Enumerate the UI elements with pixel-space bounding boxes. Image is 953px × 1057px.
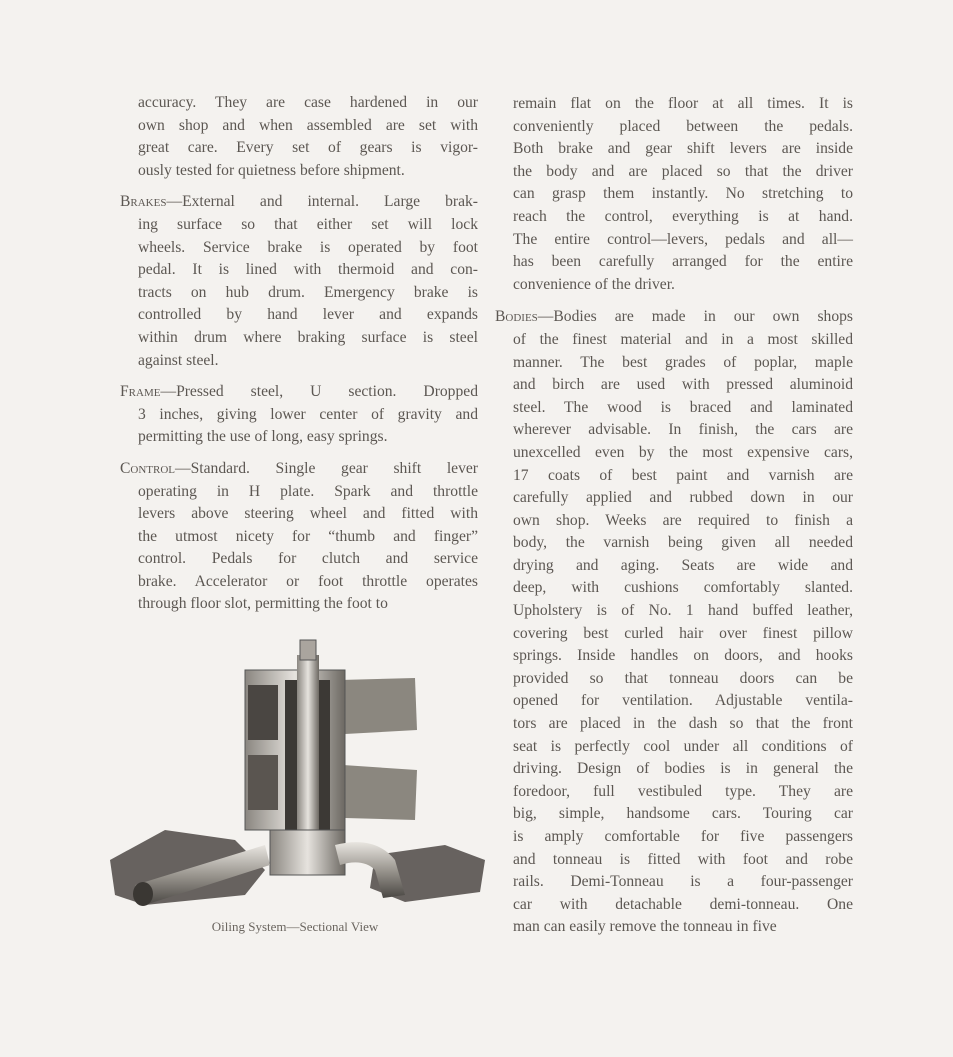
text-line: the utmost nicety for “thumb and finger” xyxy=(138,527,478,545)
text-line xyxy=(495,306,853,329)
text-line: 3 inches, giving lower center of gravity and xyxy=(138,405,478,423)
text-line: has been carefully arranged for the entire xyxy=(513,253,853,271)
text-line: body, the varnish being given all needed xyxy=(513,534,853,552)
text-line xyxy=(120,381,478,404)
text-line: deep, with cushions comfortably slanted. xyxy=(513,579,853,597)
text-line: controlled by hand lever and expands xyxy=(138,306,478,324)
text-line: accuracy. They are case hardened in our xyxy=(138,94,478,111)
section-heading: Frame xyxy=(120,383,161,401)
text-line: Both brake and gear shift levers are inside xyxy=(513,140,853,158)
text-line: Upholstery is of No. 1 hand buffed leather, xyxy=(513,602,853,620)
text-line: convenience of the driver. xyxy=(513,275,675,293)
text-line: steel. The wood is braced and laminated xyxy=(513,398,853,416)
text-line: conveniently placed between the pedals. xyxy=(513,117,853,135)
text-line: The entire control—levers, pedals and all— xyxy=(513,230,853,248)
paragraph-bodies xyxy=(495,306,853,939)
text-line: of the finest material and in a most skilled xyxy=(513,330,853,348)
text-line xyxy=(120,458,478,481)
text-line: opened for ventilation. Adjustable ventila- xyxy=(513,692,853,710)
text-line: levers above steering wheel and fitted with xyxy=(138,505,478,523)
paragraph-control xyxy=(120,458,478,616)
text-line: manner. The best grades of poplar, maple xyxy=(513,353,853,371)
text-line: tracts on hub drum. Emergency brake is xyxy=(138,283,478,301)
paragraph xyxy=(513,93,853,296)
text-line: the body and are placed so that the driver xyxy=(513,162,853,180)
text-line: carefully applied and rubbed down in our xyxy=(513,489,853,507)
section-heading: Bodies xyxy=(495,308,538,326)
text-line: pedal. It is lined with thermoid and con- xyxy=(138,261,478,279)
paragraph xyxy=(138,92,478,182)
text-line: wheels. Service brake is operated by foot xyxy=(138,238,478,256)
text-line: drying and aging. Seats are wide and xyxy=(513,556,853,574)
text-line: own shop and when assembled are set with xyxy=(138,116,478,134)
text-line: within drum where braking surface is steel xyxy=(138,328,478,346)
text-line xyxy=(120,191,478,214)
paragraph-brakes xyxy=(120,191,478,372)
text-line: covering best curled hair over finest pillow xyxy=(513,624,853,642)
text-line: against steel. xyxy=(138,351,219,369)
text-line: can grasp them instantly. No stretching to xyxy=(513,185,853,203)
text-line: is amply comfortable for five passengers xyxy=(513,828,853,845)
text-line: great care. Every set of gears is vigor- xyxy=(138,139,478,157)
right-column xyxy=(495,93,853,948)
text-line: big, simple, handsome cars. Touring car xyxy=(513,805,853,823)
text-line: car with detachable demi-tonneau. One xyxy=(513,895,853,913)
section-heading: Brakes xyxy=(120,193,167,211)
text-line: brake. Accelerator or foot throttle operates xyxy=(138,572,478,590)
text-line: 17 coats of best paint and varnish are xyxy=(513,466,853,484)
text-line: permitting the use of long, easy springs. xyxy=(138,428,388,446)
text-line: remain flat on the floor at all times. It is xyxy=(513,95,853,112)
paragraph-frame xyxy=(120,381,478,449)
oiling-system-illustration xyxy=(105,630,490,910)
text-line: ing surface so that either set will lock xyxy=(138,215,478,233)
section-heading: Control xyxy=(120,459,176,477)
text-line: man can easily remove the tonneau in five xyxy=(513,918,777,936)
text-line: through floor slot, permitting the foot to xyxy=(138,595,388,613)
text-line: and tonneau is fitted with foot and robe xyxy=(513,850,853,868)
text-line: control. Pedals for clutch and service xyxy=(138,550,478,568)
left-column xyxy=(120,92,478,625)
text-line: driving. Design of bodies is in general the xyxy=(513,760,853,778)
text-line: operating in H plate. Spark and throttle xyxy=(138,482,478,500)
text-line: seat is perfectly cool under all conditions of xyxy=(513,737,853,755)
text-line-content: —Pressed steel, U section. Dropped xyxy=(160,383,478,401)
text-line: rails. Demi-Tonneau is a four-passenger xyxy=(513,873,853,891)
text-line: provided so that tonneau doors can be xyxy=(513,669,853,687)
text-line: unexcelled even by the most expensive cars, xyxy=(513,443,853,461)
text-line: ously tested for quietness before shipment. xyxy=(138,161,405,179)
text-line: own shop. Weeks are required to finish a xyxy=(513,511,853,529)
figure-caption: Oiling System—Sectional View xyxy=(211,919,379,934)
text-line: foredoor, full vestibuled type. They are xyxy=(513,782,853,800)
text-line: and birch are used with pressed aluminoid xyxy=(513,376,853,394)
text-line: tors are placed in the dash so that the front xyxy=(513,715,853,733)
text-line: reach the control, everything is at hand. xyxy=(513,207,853,225)
text-line: springs. Inside handles on doors, and hooks xyxy=(513,647,853,665)
text-line-content: —Bodies are made in our own shops xyxy=(537,308,853,326)
text-line-content: —External and internal. Large brak- xyxy=(166,193,478,211)
text-line-content: —Standard. Single gear shift lever xyxy=(175,459,478,477)
text-line: wherever advisable. In finish, the cars are xyxy=(513,421,853,439)
